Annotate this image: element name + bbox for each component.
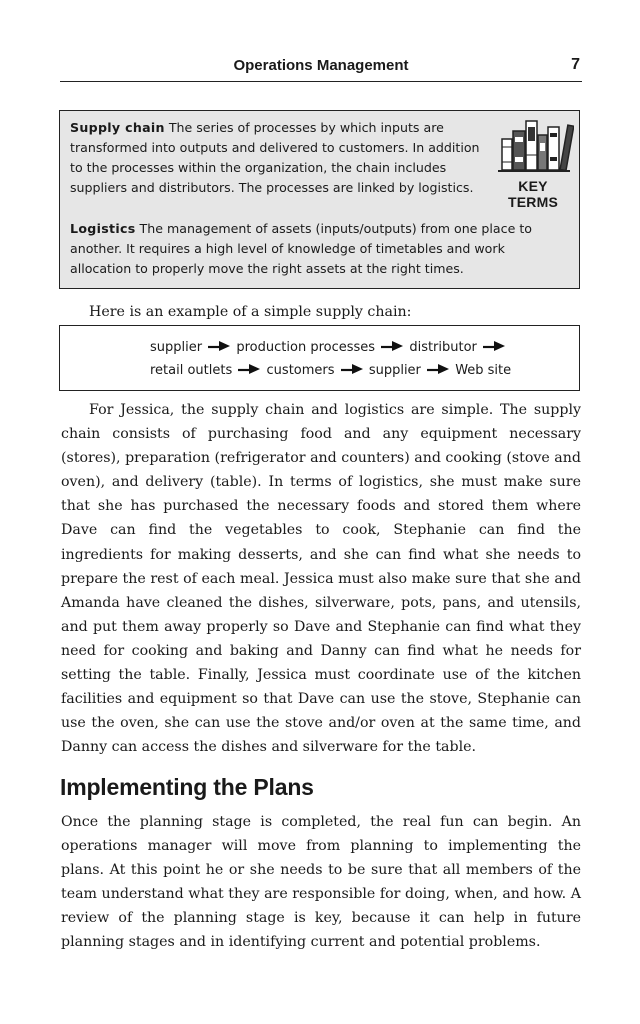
key-term-logistics — [70, 219, 570, 279]
section-heading: Implementing the Plans — [60, 774, 314, 800]
chain-step: distributor — [409, 340, 477, 355]
key-term-name: Supply chain — [70, 120, 165, 135]
key-term-supply-chain — [70, 118, 485, 198]
chain-step: customers — [266, 363, 335, 378]
arrow-right-icon — [427, 363, 449, 375]
arrow-right-icon — [381, 340, 403, 352]
chain-step: production processes — [236, 340, 376, 355]
key-terms-box — [59, 110, 580, 289]
body-paragraph: Once the planning stage is completed, the real fun can begin. An operations manager will move from planning to implementing the plans. At this point he or she needs to be sure that all members of the team understand what they are responsible for doing, when, and how. A review of the planning stage is key, because it can help in future planning stages and in identifying current and potential problems. — [61, 814, 581, 951]
chain-step: retail outlets — [150, 363, 233, 378]
supply-chain-intro: Here is an example of a simple supply chain: — [89, 304, 412, 320]
arrow-right-icon — [208, 340, 230, 352]
key-terms-label: KEY TERMS — [508, 178, 558, 210]
supply-chain-example-box — [59, 325, 580, 391]
key-term-name: Logistics — [70, 221, 136, 236]
books-icon — [492, 117, 574, 177]
running-header-title: Operations Management — [233, 57, 409, 74]
supply-chain-line — [150, 338, 507, 358]
arrow-right-icon — [483, 340, 505, 352]
body-paragraph — [61, 398, 581, 759]
key-term-definition: The series of processes by which inputs are transformed into outputs and delivered to customers. In addition to the processes within the organization, the chain includes suppliers and distributors. The processes are linked by logistics. — [70, 120, 480, 195]
arrow-right-icon — [238, 363, 260, 375]
running-header — [60, 55, 582, 82]
chain-step: supplier — [150, 340, 203, 355]
key-term-definition: The management of assets (inputs/outputs) from one place to another. It requires a high level of knowledge of timetables and work allocation to properly move the right assets at the right times. — [70, 221, 532, 276]
supply-chain-line — [150, 361, 511, 381]
arrow-right-icon — [341, 363, 363, 375]
key-terms-badge — [492, 117, 574, 210]
chain-step: supplier — [368, 363, 421, 378]
paragraph-text: For Jessica, the supply chain and logistics are simple. The supply chain consists of purchasing food and any equipment necessary (stores), preparation (refrigerator and counters) and cooking (stove and oven), and delivery (table). In terms of logistics, she must make sure that she has purchased the necessary foods and stored them where Dave can find the vegetables to cook, Stephanie can find the ingredients for making desserts, and she can find what she needs to prepare the rest of each meal. Jessica must also make sure that she and Amanda have cleaned the dishes, silverware, pots, pans, and utensils, and put them away properly so Dave and Stephanie can find what they need for cooking and baking and Danny can find what he needs for setting the table. Finally, Jessica must coordinate use of the kitchen facilities and equipment so that Dave can use the stove, Stephanie can use the oven, she can use the stove and/or oven at the same time, and Danny can access the dishes and silverware for the table. — [61, 402, 581, 756]
page-number: 7 — [571, 56, 580, 73]
chain-step: Web site — [455, 363, 512, 378]
